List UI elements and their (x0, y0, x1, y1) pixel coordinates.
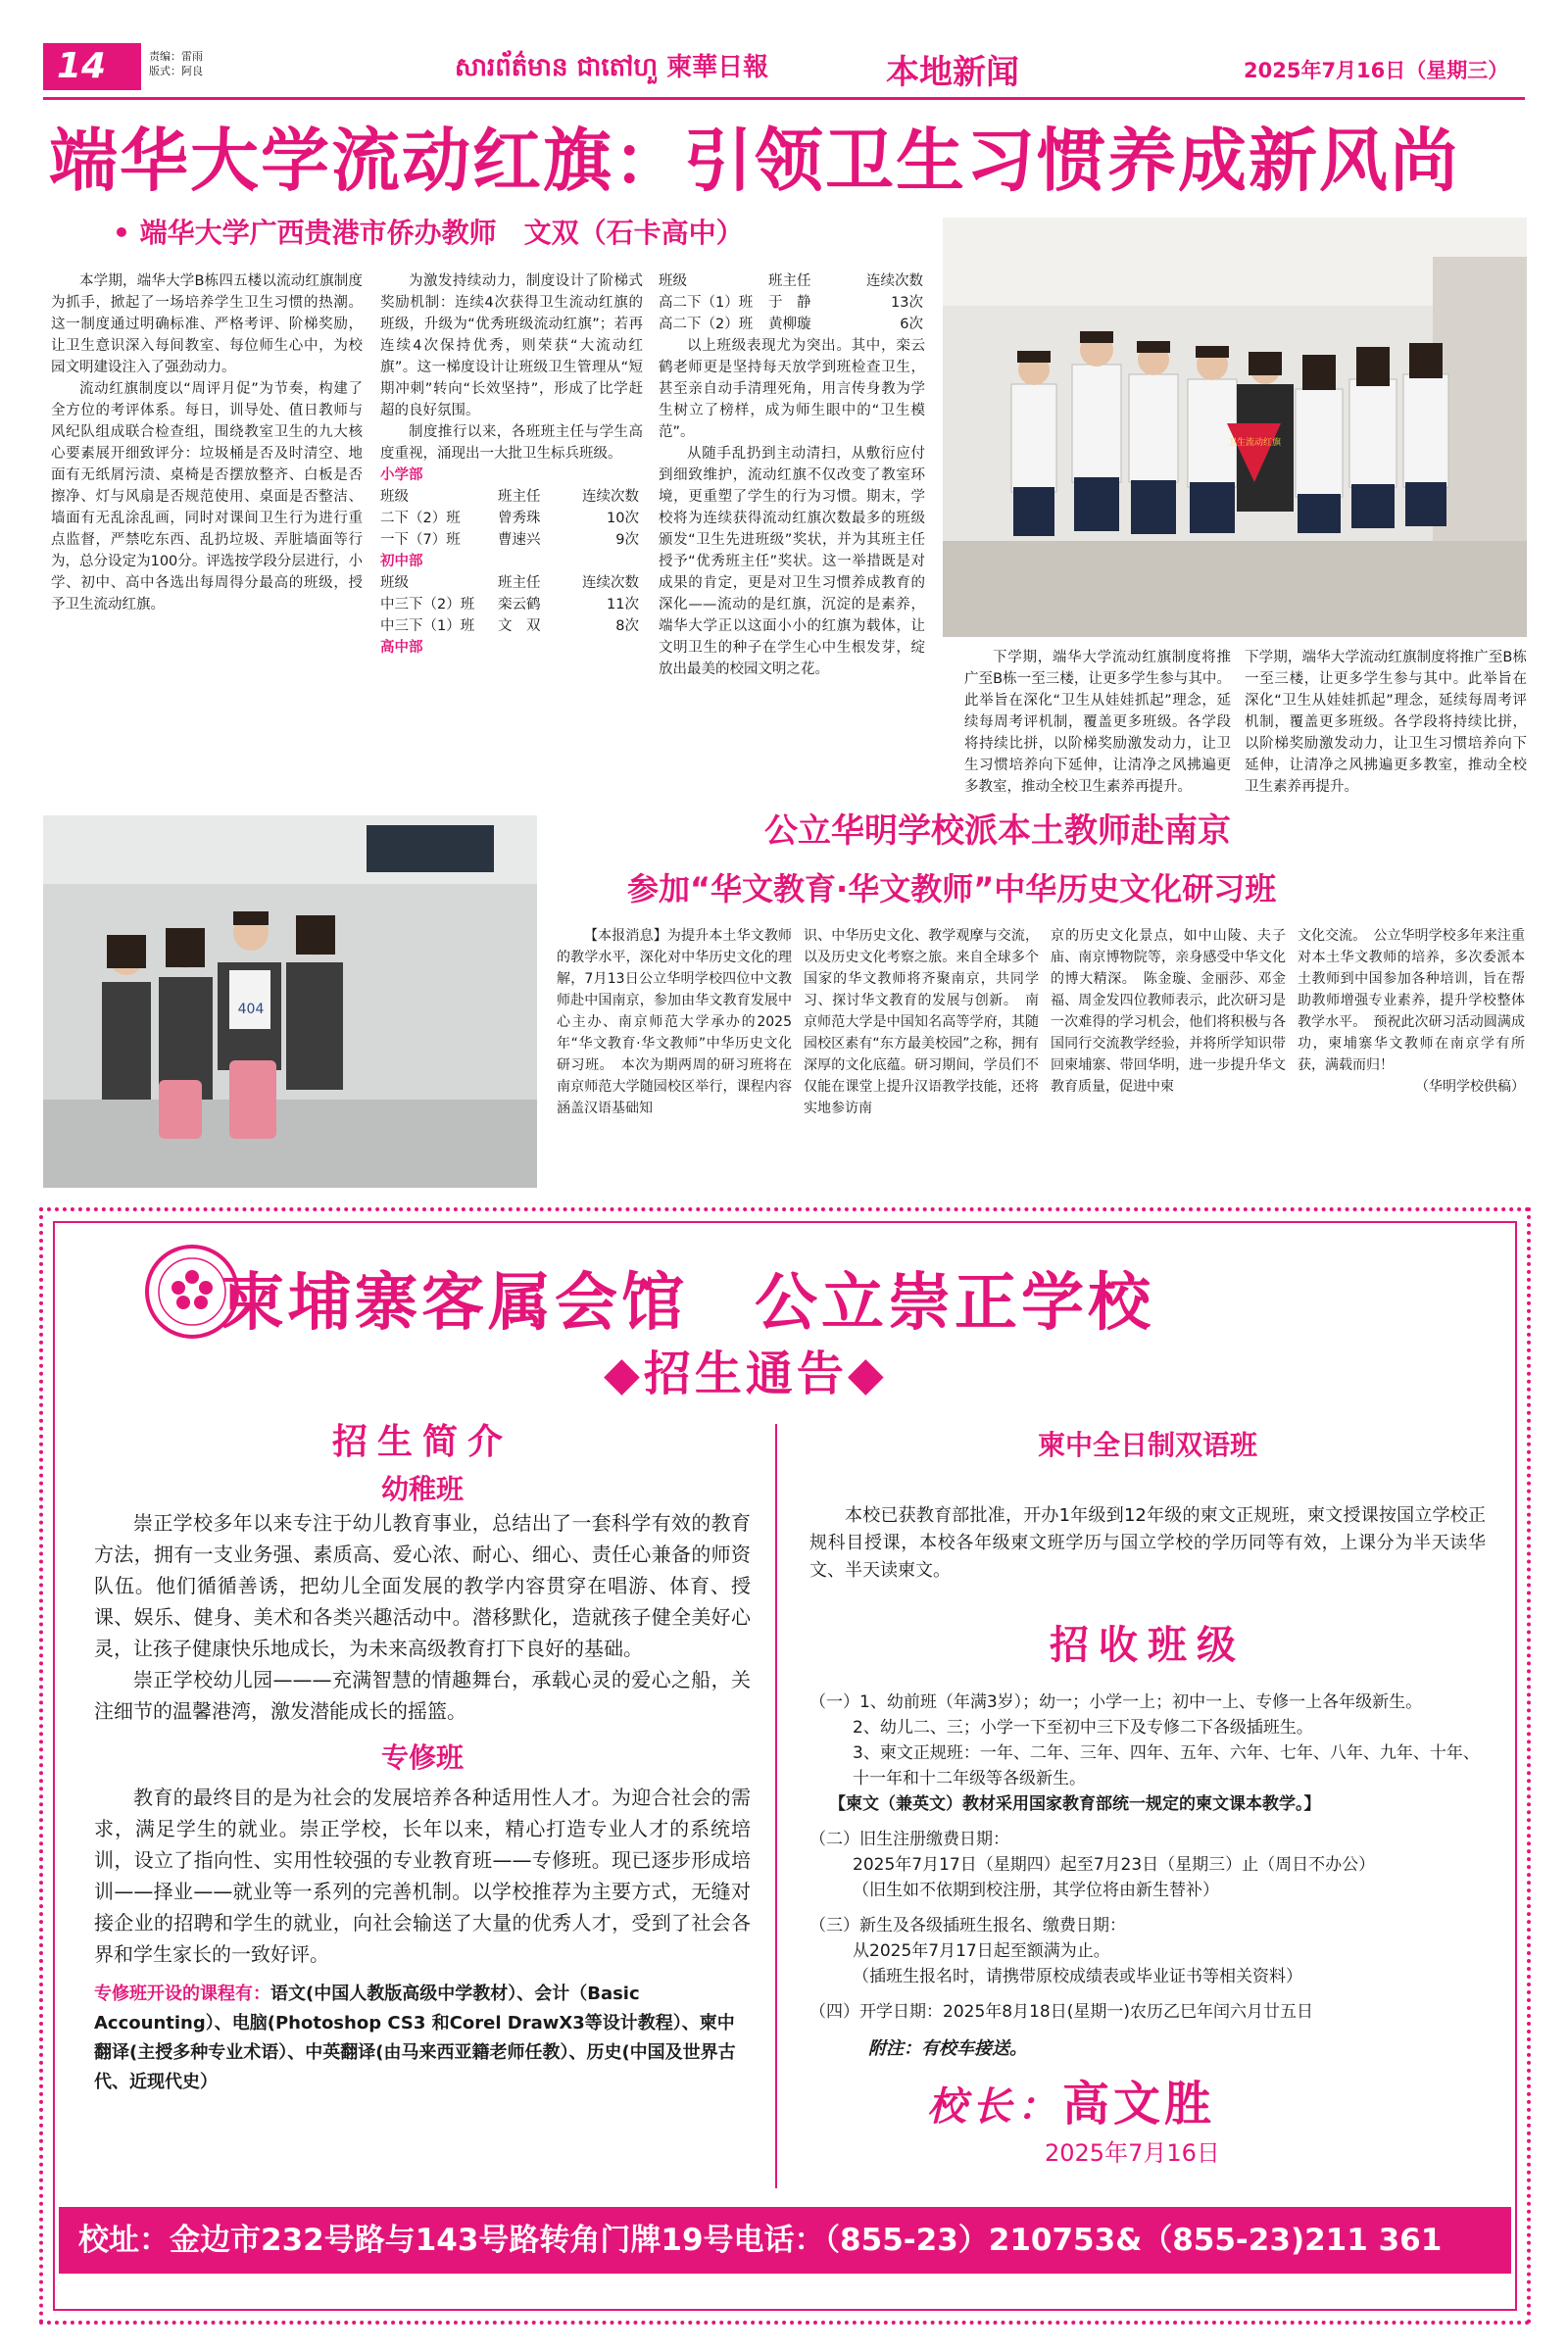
list-item: （二）旧生注册缴费日期： (809, 1830, 1009, 1849)
cell: 二下（2）班 (380, 511, 461, 526)
cell: 9次 (615, 532, 639, 548)
page-number: 14 (43, 43, 141, 90)
article2-source: （华明学校供稿） (1415, 1079, 1525, 1095)
paragraph: 崇正学校多年以来专注于幼儿教育事业，总结出了一套科学有效的教育方法，拥有一支业务强、素质高、爱心浓、耐心、细心、责任心兼备的师资队伍。他们循循善诱，把幼儿全面发展的教学内容贯穿在唱游、体育、授课、娱乐、健身、美术和各类兴趣活动中。潜移默化，造就孩子健全美好心灵，让孩子健康快乐地成长，为未来高级教育打下良好的基础。 (94, 1511, 751, 1660)
paragraph: 崇正学校幼儿园———充满智慧的情趣舞台，承载心灵的爱心之船，关注细节的温馨港湾，激发潜能成长的摇篮。 (94, 1668, 751, 1723)
header-cell: 连续次数 (582, 575, 639, 591)
cell: 中三下（1）班 (380, 618, 475, 634)
header-cell: 班级 (380, 575, 409, 591)
table-row (380, 594, 643, 615)
cell: 高二下（2）班 (659, 317, 754, 332)
paragraph: 京的历史文化景点，如中山陵、夫子庙、南京博物院等，亲身感受中华文化的博大精深。 陈金璇、金丽莎、邓金福、周金发四位教师表示，此次研习是一次难得的学习机会，他们将积极与各国同行交流教学经验，并将所学知识带回柬埔寨、带回华明，进一步提升华文教育质量，促进中柬 (1051, 928, 1286, 1095)
article1-photo-text-left (964, 647, 1231, 795)
bilingual-heading: 柬中全日制双语班 (1037, 1429, 1257, 1461)
article2-headline: 公立华明学校派本土教师赴南京 (764, 811, 1231, 851)
editor-line: 责编：雷雨 (149, 50, 203, 63)
flag-text: 卫生流动红旗 (1227, 438, 1282, 448)
table-row (659, 292, 925, 314)
list-item: （四）开学日期：2025年8月18日(星期一)农历乙巳年闰六月廿五日 (809, 2002, 1313, 2022)
table-row (380, 508, 643, 529)
school-address-bar: 校址：金边市232号路与143号路转角门牌19号电话：（855-23）210753&（855-23)211 361 (59, 2207, 1511, 2274)
table-header-row (659, 270, 925, 292)
kindergarten-heading: 幼稚班 (380, 1473, 464, 1505)
paragraph: 【本报消息】为提升本土华文教师的教学水平，深化对中华历史文化的理解，7月13日公立华明学校四位中文教师赴中国南京，参加由华文教育发展中心主办、南京师范大学承办的2025年“华文教育·华文教师”中华历史文化研习班。 本次为期两周的研习班将在南京师范大学随园校区举行，课程内容涵盖汉语基础知 (557, 928, 792, 1116)
paragraph: 以上班级表现尤为突出。其中，栾云鹤老师更是坚持每天放学到班检查卫生，甚至亲自动手清理死角，用言传身教为学生树立了榜样，成为师生眼中的“卫生模范”。 (659, 338, 925, 440)
classes-list (809, 1690, 1486, 2025)
list-item: （三）新生及各级插班生报名、缴费日期： (809, 1916, 1126, 1936)
header-cell: 连续次数 (582, 489, 639, 505)
ad-subtitle: ◆招生通告◆ (604, 1347, 888, 1401)
article2-subheadline: 参加“华文教育·华文教师”中华历史文化研习班 (627, 870, 1277, 907)
article2-column-3 (1051, 925, 1286, 1098)
enrollment-advertisement (39, 1207, 1531, 2325)
principal-name: 高文胜 (1062, 2077, 1216, 2132)
article2-column-1 (557, 925, 792, 1119)
cell: 11次 (607, 597, 639, 612)
courses-list: 语文(中国人教版高级中学教材）、会计（Basic Accounting）、电脑(Photoshop CS3 和Corel DrawX3等设计教程）、柬中翻译(主授多种专业术语）、中英翻译(由马来西亚籍老师任教）、历史(中国及世界古代、近现代史） (94, 1984, 736, 2092)
list-item: （一）1、幼前班（年满3岁）；幼一；小学一上；初中一上、专修一上各年级新生。 (809, 1692, 1423, 1712)
ad-left-column (94, 1414, 751, 2097)
section-name: 本地新闻 (886, 53, 1019, 92)
list-item: 【柬文（兼英文）教材采用国家教育部统一规定的柬文课本教学。】 (829, 1794, 1321, 1814)
cell: 一下（7）班 (380, 532, 461, 548)
paragraph: 流动红旗制度以“周评月促”为节奏，构建了全方位的考评体系。每日，训导处、值日教师与风纪队组成联合检查组，围绕教室卫生的九大核心要素展开细致评分：垃圾桶是否及时清空、地面有无纸屑污渍、桌椅是否摆放整齐、白板是否擦净、灯与风扇是否规范使用、桌面是否整洁、墙面有无乱涂乱画，同时对课间卫生行为进行重点监督，严禁吃东西、乱扔垃圾、弄脏墙面等行为，总分设定为100分。评选按学段分层进行，小学、初中、高中各选出每周得分最高的班级，授予卫生流动红旗。 (51, 381, 363, 612)
paragraph: 下学期，端华大学流动红旗制度将推广至B栋一至三楼，让更多学生参与其中。此举旨在深化“卫生从娃娃抓起”理念，延续每周考评机制，覆盖更多班级。各学段将持续比拼，以阶梯奖励激发动力，让卫生习惯培养向下延伸，让清净之风拂遍更多教室，推动全校卫生素养再提升。 (1245, 650, 1527, 795)
list-item: 2025年7月17日（星期四）起至7月23日（星期三）止（周日不办公） (853, 1855, 1376, 1875)
article1-column-3 (659, 270, 925, 680)
cell: 栾云鹤 (498, 597, 541, 612)
paper-name: សារព័ត៌មាន ជាតៅហួ 柬華日報 (455, 53, 769, 82)
header-cell: 班级 (380, 489, 409, 505)
article2-column-2 (804, 925, 1039, 1119)
cell: 黄柳璇 (768, 317, 811, 332)
cell: 曾秀珠 (498, 511, 541, 526)
paragraph: 为激发持续动力，制度设计了阶梯式奖励机制：连续4次获得卫生流动红旗的班级，升级为“优秀班级流动红旗”；若再连续4次保持优秀，则荣获“大流动红旗”。这一梯度设计让班级卫生管理从“短期冲刺”转向“长效坚持”，形成了比学赶超的良好氛围。 (380, 273, 643, 418)
table-row (380, 529, 643, 551)
header-cell: 连续次数 (866, 273, 923, 289)
page-header (43, 43, 1525, 100)
table-section-high: 高中部 (380, 640, 423, 656)
courses-label: 专修班开设的课程有： (94, 1984, 270, 2004)
ad-frame (53, 1221, 1517, 2311)
cell: 高二下（1）班 (659, 295, 754, 311)
header-cell: 班级 (659, 273, 687, 289)
paragraph: 识、中华历史文化、教学观摩与交流，以及历史文化考察之旅。来自全球多个国家的华文教师将齐聚南京，共同学习、探讨华文教育的发展与创新。 南京师范大学是中国知名高等学府，其随园校区素有“东方最美校园”之称，拥有深厚的文化底蕴。研习期间，学员们不仅能在课堂上提升汉语教学技能，还将实地参访南 (804, 928, 1039, 1116)
ad-right-column (809, 1424, 1486, 2168)
article2-airport-photo (43, 815, 537, 1188)
ad-title: 柬埔寨客属会馆 公立崇正学校 (221, 1266, 1154, 1340)
vocational-heading: 专修班 (380, 1741, 464, 1774)
column-divider (775, 1424, 777, 2188)
list-item: （插班生报名时，请携带原校成绩表或毕业证书等相关资料） (853, 1967, 1302, 1986)
table-section-middle: 初中部 (380, 554, 423, 569)
list-item: 2、幼儿二、三；小学一下至初中三下及专修二下各级插班生。 (853, 1718, 1313, 1738)
header-cell: 班主任 (498, 575, 541, 591)
paragraph: 教育的最终目的是为社会的发展培养各种适用性人才。为迎合社会的需求，满足学生的就业。崇正学校，长年以来，精心打造专业人才的系统培训，设立了指向性、实用性较强的专业教育班——专修班。现已逐步形成培训——择业——就业等一系列的完善机制。以学校推荐为主要方式，无缝对接企业的招聘和学生的就业，向社会输送了大量的优秀人才，受到了社会各界和学生家长的一致好评。 (94, 1786, 751, 1966)
article2-column-4 (1298, 925, 1525, 1098)
paragraph: 制度推行以来，各班班主任与学生高度重视，涌现出一大批卫生标兵班级。 (380, 424, 643, 462)
cell: 曹速兴 (498, 532, 541, 548)
issue-date: 2025年7月16日（星期三） (1244, 59, 1509, 82)
principal-label: 校长： (927, 2084, 1062, 2130)
paragraph: 本校已获教育部批准，开办1年级到12年级的柬文正规班，柬文授课按国立学校正规科目授课，本校各年级柬文班学历与国立学校的学历同等有效，上课分为半天读华文、半天读柬文。 (809, 1505, 1486, 1581)
table-row (380, 615, 643, 637)
table-section-primary: 小学部 (380, 467, 423, 483)
principal-signature (809, 2066, 1486, 2133)
honor-table-continued (659, 270, 925, 335)
intro-heading: 招生简介 (331, 1421, 513, 1462)
courses-paragraph (94, 1980, 751, 2097)
cell: 中三下（2）班 (380, 597, 475, 612)
editor-line: 版式：阿良 (149, 65, 203, 77)
cell: 于 静 (768, 295, 811, 311)
paragraph: 从随手乱扔到主动清扫，从敷衍应付到细致维护，流动红旗不仅改变了教室环境，更重塑了学生的行为习惯。期末，学校将为连续获得流动红旗次数最多的班级颁发“卫生先进班级”奖状，并为其班主任授予“优秀班主任”奖状。这一举措既是对成果的肯定，更是对卫生习惯养成教育的深化——流动的是红旗，沉淀的是素养，端华大学正以这面小小的红旗为载体，让文明卫生的种子在学生心中生根发芽，绽放出最美的校园文明之花。 (659, 446, 925, 677)
list-item: 3、柬文正规班：一年、二年、三年、四年、五年、六年、七年、八年、九年、十年、十一年和十二年级等各级新生。 (853, 1743, 1480, 1788)
paragraph: 文化交流。 公立华明学校多年来注重对本土华文教师的培养，多次委派本土教师到中国参加各种培训，旨在帮助教师增强专业素养，提升学校整体教学水平。 预祝此次研习活动圆满成功，柬埔寨华文教师在南京学有所获，满载而归！ (1298, 928, 1525, 1073)
honor-table (380, 465, 643, 659)
article1-headline: 端华大学流动红旗：引领卫生习惯养成新风尚 (49, 121, 1460, 201)
article1-column-2 (380, 270, 643, 659)
table-header-row (380, 572, 643, 594)
table-row (659, 314, 925, 335)
cell: 文 双 (498, 618, 541, 634)
cell: 10次 (607, 511, 639, 526)
cell: 6次 (900, 317, 923, 332)
cell: 8次 (615, 618, 639, 634)
paragraph: 下学期，端华大学流动红旗制度将推广至B栋一至三楼，让更多学生参与其中。此举旨在深化“卫生从娃娃抓起”理念，延续每周考评机制，覆盖更多班级。各学段将持续比拼，以阶梯奖励激发动力，让卫生习惯培养向下延伸，让清净之风拂遍更多教室，推动全校卫生素养再提升。 (964, 650, 1231, 795)
paragraph: 本学期，端华大学B栋四五楼以流动红旗制度为抓手，掀起了一场培养学生卫生习惯的热潮。这一制度通过明确标准、严格考评、阶梯奖励，让卫生意识深入每间教室、每位师生心中，为校园文明建设注入了强劲动力。 (51, 273, 363, 375)
editors-credit (149, 49, 203, 78)
list-item: （旧生如不依期到校注册，其学位将由新生替补） (853, 1881, 1219, 1900)
article1-column-1 (51, 270, 363, 615)
list-item: 从2025年7月17日起至额满为止。 (853, 1941, 1110, 1961)
header-cell: 班主任 (498, 489, 541, 505)
article1-byline: • 端华大学广西贵港市侨办教师 文双（石卡高中） (113, 217, 744, 249)
shirt-print: 404 (237, 1002, 265, 1017)
cell: 13次 (891, 295, 923, 311)
ad-date: 2025年7月16日 (1045, 2139, 1220, 2167)
school-bus-note: 附注：有校车接送。 (868, 2038, 1027, 2059)
classes-heading: 招收班级 (1050, 1622, 1246, 1668)
header-cell: 班主任 (768, 273, 811, 289)
table-header-row (380, 486, 643, 508)
